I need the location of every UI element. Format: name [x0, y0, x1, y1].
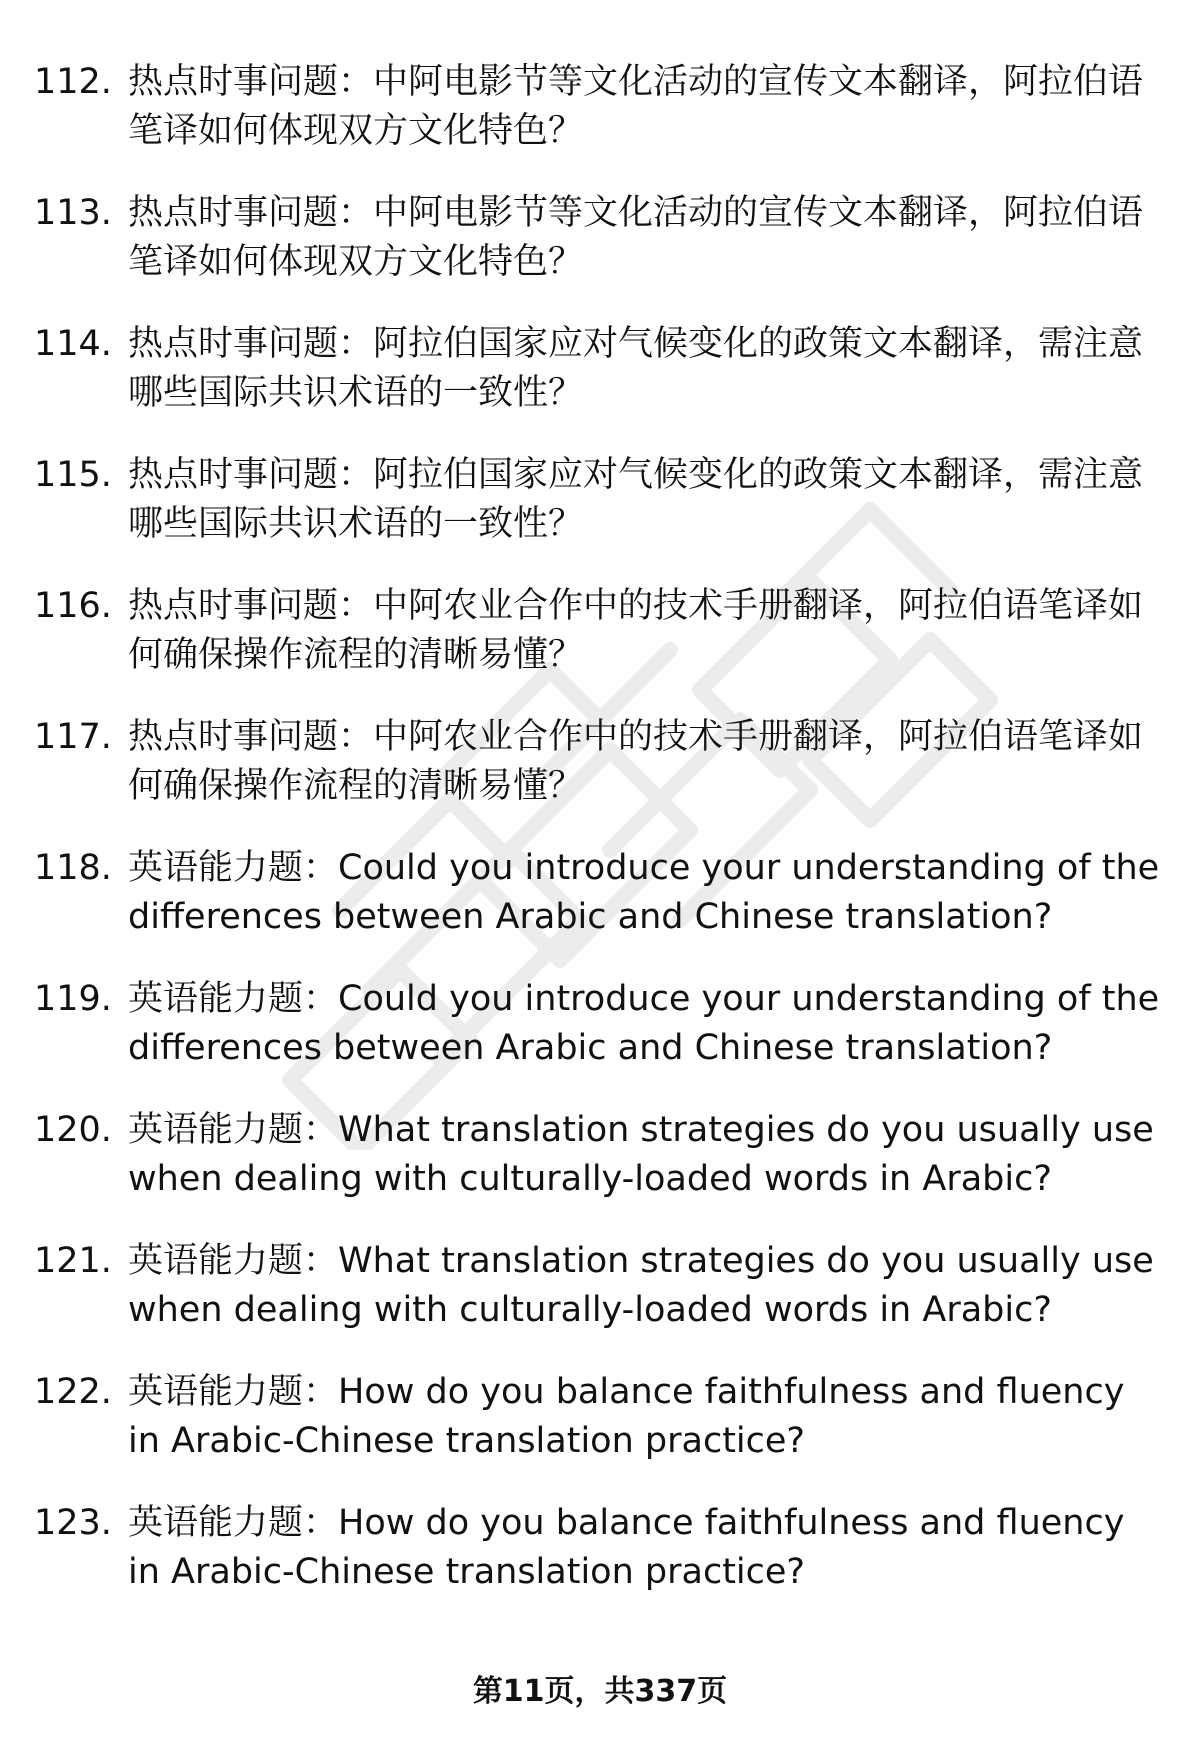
question-body	[128, 1106, 1164, 1204]
question-number: 113.	[34, 193, 112, 233]
question-category: 热点时事问题：	[128, 62, 374, 102]
question-category: 英语能力题：	[128, 1372, 339, 1412]
question-body	[128, 975, 1164, 1073]
question-body	[128, 320, 1164, 418]
question-body	[128, 1499, 1164, 1597]
question-item	[34, 58, 1164, 156]
question-text: Could you introduce your understanding of the differences between Arabic and Chinese translation?	[128, 979, 1160, 1068]
question-number: 112.	[34, 62, 112, 102]
question-number: 118.	[34, 848, 112, 888]
question-category: 热点时事问题：	[128, 717, 374, 757]
question-body	[128, 189, 1164, 287]
question-text: How do you balance faithfulness and fluency in Arabic-Chinese translation practice?	[128, 1503, 1125, 1592]
question-number: 123.	[34, 1503, 112, 1543]
question-number: 121.	[34, 1241, 112, 1281]
question-text: 阿拉伯国家应对气候变化的政策文本翻译，需注意哪些国际共识术语的一致性？	[128, 324, 1144, 413]
question-category: 英语能力题：	[128, 1241, 339, 1281]
question-item	[34, 975, 1164, 1073]
question-body	[128, 58, 1164, 156]
question-number: 119.	[34, 979, 112, 1019]
question-number: 115.	[34, 455, 112, 495]
question-text: 中阿农业合作中的技术手册翻译，阿拉伯语笔译如何确保操作流程的清晰易懂？	[128, 717, 1144, 806]
question-item	[34, 582, 1164, 680]
question-category: 英语能力题：	[128, 979, 339, 1019]
question-body	[128, 1237, 1164, 1335]
question-item	[34, 1499, 1164, 1597]
question-text: 阿拉伯国家应对气候变化的政策文本翻译，需注意哪些国际共识术语的一致性？	[128, 455, 1144, 544]
question-text: How do you balance faithfulness and fluency in Arabic-Chinese translation practice?	[128, 1372, 1125, 1461]
question-category: 热点时事问题：	[128, 324, 374, 364]
question-list	[34, 58, 1164, 1630]
question-number: 114.	[34, 324, 112, 364]
question-item	[34, 189, 1164, 287]
question-category: 热点时事问题：	[128, 586, 374, 626]
question-number: 122.	[34, 1372, 112, 1412]
question-body	[128, 1368, 1164, 1466]
question-category: 英语能力题：	[128, 1110, 339, 1150]
question-text: 中阿电影节等文化活动的宣传文本翻译，阿拉伯语笔译如何体现双方文化特色？	[128, 193, 1144, 282]
question-text: What translation strategies do you usually use when dealing with culturally-loaded words in Arabic?	[128, 1110, 1154, 1199]
question-body	[128, 713, 1164, 811]
question-text: 中阿农业合作中的技术手册翻译，阿拉伯语笔译如何确保操作流程的清晰易懂？	[128, 586, 1144, 675]
question-text: Could you introduce your understanding of the differences between Arabic and Chinese translation?	[128, 848, 1160, 937]
question-item	[34, 1368, 1164, 1466]
question-number: 120.	[34, 1110, 112, 1150]
question-item	[34, 1237, 1164, 1335]
question-text: 中阿电影节等文化活动的宣传文本翻译，阿拉伯语笔译如何体现双方文化特色？	[128, 62, 1144, 151]
question-number: 116.	[34, 586, 112, 626]
page-number-footer: 第11页，共337页	[472, 1674, 728, 1709]
question-body	[128, 451, 1164, 549]
question-text: What translation strategies do you usually use when dealing with culturally-loaded words in Arabic?	[128, 1241, 1154, 1330]
question-category: 英语能力题：	[128, 1503, 339, 1543]
question-item	[34, 713, 1164, 811]
question-item	[34, 451, 1164, 549]
question-item	[34, 844, 1164, 942]
question-category: 热点时事问题：	[128, 193, 374, 233]
question-body	[128, 582, 1164, 680]
question-number: 117.	[34, 717, 112, 757]
question-item	[34, 1106, 1164, 1204]
question-item	[34, 320, 1164, 418]
question-category: 热点时事问题：	[128, 455, 374, 495]
question-body	[128, 844, 1164, 942]
question-category: 英语能力题：	[128, 848, 339, 888]
